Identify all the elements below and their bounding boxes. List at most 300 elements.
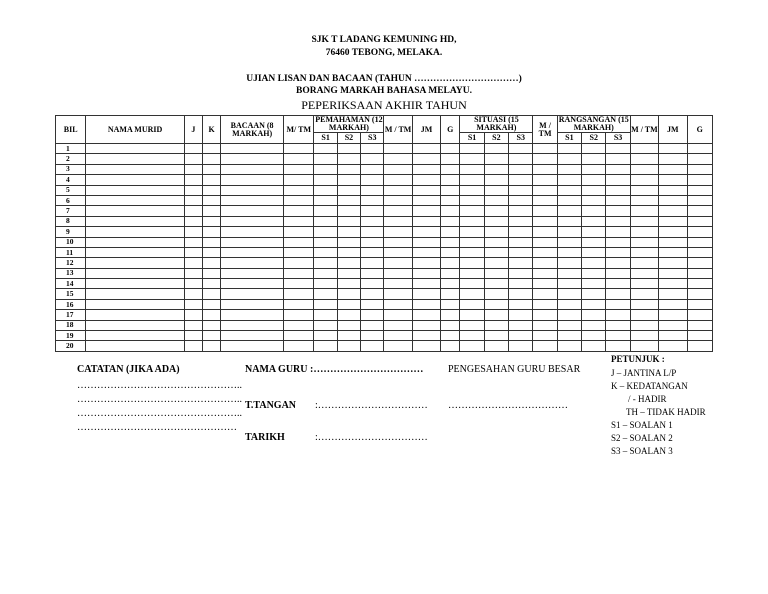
mark-cell[interactable] xyxy=(687,279,713,289)
mark-cell[interactable] xyxy=(221,258,284,268)
mark-cell[interactable] xyxy=(557,341,581,351)
mark-cell[interactable] xyxy=(533,331,557,341)
mark-cell[interactable] xyxy=(314,341,337,351)
mark-cell[interactable] xyxy=(484,331,508,341)
mark-cell[interactable] xyxy=(221,164,284,174)
mark-cell[interactable] xyxy=(86,289,184,299)
mark-cell[interactable] xyxy=(412,227,440,237)
mark-cell[interactable] xyxy=(221,247,284,257)
mark-cell[interactable] xyxy=(221,206,284,216)
mark-cell[interactable] xyxy=(687,195,713,205)
mark-cell[interactable] xyxy=(314,299,337,309)
mark-cell[interactable] xyxy=(460,164,484,174)
mark-cell[interactable] xyxy=(314,144,337,154)
mark-cell[interactable] xyxy=(460,144,484,154)
mark-cell[interactable] xyxy=(221,237,284,247)
mark-cell[interactable] xyxy=(582,164,606,174)
mark-cell[interactable] xyxy=(86,279,184,289)
mark-cell[interactable] xyxy=(630,154,658,164)
mark-cell[interactable] xyxy=(441,310,460,320)
mark-cell[interactable] xyxy=(659,299,687,309)
mark-cell[interactable] xyxy=(630,310,658,320)
mark-cell[interactable] xyxy=(412,341,440,351)
mark-cell[interactable] xyxy=(337,289,360,299)
mark-cell[interactable] xyxy=(509,289,533,299)
mark-cell[interactable] xyxy=(361,237,384,247)
mark-cell[interactable] xyxy=(509,237,533,247)
mark-cell[interactable] xyxy=(484,206,508,216)
mark-cell[interactable] xyxy=(221,195,284,205)
mark-cell[interactable] xyxy=(184,206,202,216)
mark-cell[interactable] xyxy=(687,175,713,185)
mark-cell[interactable] xyxy=(202,185,220,195)
mark-cell[interactable] xyxy=(582,299,606,309)
mark-cell[interactable] xyxy=(86,331,184,341)
mark-cell[interactable] xyxy=(337,341,360,351)
mark-cell[interactable] xyxy=(337,331,360,341)
mark-cell[interactable] xyxy=(509,341,533,351)
mark-cell[interactable] xyxy=(184,299,202,309)
mark-cell[interactable] xyxy=(557,227,581,237)
mark-cell[interactable] xyxy=(659,227,687,237)
mark-cell[interactable] xyxy=(606,247,630,257)
mark-cell[interactable] xyxy=(284,185,314,195)
mark-cell[interactable] xyxy=(337,237,360,247)
mark-cell[interactable] xyxy=(630,144,658,154)
mark-cell[interactable] xyxy=(337,320,360,330)
mark-cell[interactable] xyxy=(687,289,713,299)
mark-cell[interactable] xyxy=(509,216,533,226)
mark-cell[interactable] xyxy=(687,320,713,330)
mark-cell[interactable] xyxy=(509,320,533,330)
mark-cell[interactable] xyxy=(86,310,184,320)
mark-cell[interactable] xyxy=(484,289,508,299)
mark-cell[interactable] xyxy=(412,185,440,195)
mark-cell[interactable] xyxy=(509,268,533,278)
mark-cell[interactable] xyxy=(314,310,337,320)
mark-cell[interactable] xyxy=(606,331,630,341)
mark-cell[interactable] xyxy=(606,299,630,309)
mark-cell[interactable] xyxy=(582,258,606,268)
mark-cell[interactable] xyxy=(361,310,384,320)
mark-cell[interactable] xyxy=(630,341,658,351)
mark-cell[interactable] xyxy=(484,268,508,278)
mark-cell[interactable] xyxy=(361,258,384,268)
mark-cell[interactable] xyxy=(659,331,687,341)
mark-cell[interactable] xyxy=(86,154,184,164)
mark-cell[interactable] xyxy=(557,299,581,309)
mark-cell[interactable] xyxy=(361,216,384,226)
mark-cell[interactable] xyxy=(86,195,184,205)
mark-cell[interactable] xyxy=(484,310,508,320)
mark-cell[interactable] xyxy=(361,341,384,351)
mark-cell[interactable] xyxy=(533,320,557,330)
mark-cell[interactable] xyxy=(659,289,687,299)
mark-cell[interactable] xyxy=(202,289,220,299)
mark-cell[interactable] xyxy=(582,175,606,185)
mark-cell[interactable] xyxy=(284,289,314,299)
mark-cell[interactable] xyxy=(533,206,557,216)
mark-cell[interactable] xyxy=(441,247,460,257)
mark-cell[interactable] xyxy=(557,237,581,247)
mark-cell[interactable] xyxy=(557,206,581,216)
mark-cell[interactable] xyxy=(630,185,658,195)
mark-cell[interactable] xyxy=(687,216,713,226)
mark-cell[interactable] xyxy=(314,216,337,226)
mark-cell[interactable] xyxy=(284,310,314,320)
mark-cell[interactable] xyxy=(533,341,557,351)
mark-cell[interactable] xyxy=(202,195,220,205)
mark-cell[interactable] xyxy=(202,279,220,289)
mark-cell[interactable] xyxy=(86,341,184,351)
mark-cell[interactable] xyxy=(412,175,440,185)
mark-cell[interactable] xyxy=(384,206,412,216)
mark-cell[interactable] xyxy=(412,164,440,174)
mark-cell[interactable] xyxy=(460,227,484,237)
mark-cell[interactable] xyxy=(412,299,440,309)
mark-cell[interactable] xyxy=(659,237,687,247)
mark-cell[interactable] xyxy=(441,175,460,185)
mark-cell[interactable] xyxy=(659,341,687,351)
mark-cell[interactable] xyxy=(582,154,606,164)
mark-cell[interactable] xyxy=(221,185,284,195)
mark-cell[interactable] xyxy=(509,185,533,195)
mark-cell[interactable] xyxy=(412,154,440,164)
mark-cell[interactable] xyxy=(533,144,557,154)
mark-cell[interactable] xyxy=(184,175,202,185)
mark-cell[interactable] xyxy=(284,206,314,216)
mark-cell[interactable] xyxy=(606,341,630,351)
mark-cell[interactable] xyxy=(337,279,360,289)
mark-cell[interactable] xyxy=(687,258,713,268)
mark-cell[interactable] xyxy=(412,279,440,289)
mark-cell[interactable] xyxy=(384,195,412,205)
mark-cell[interactable] xyxy=(221,289,284,299)
mark-cell[interactable] xyxy=(202,331,220,341)
mark-cell[interactable] xyxy=(606,195,630,205)
mark-cell[interactable] xyxy=(384,279,412,289)
mark-cell[interactable] xyxy=(659,185,687,195)
mark-cell[interactable] xyxy=(441,237,460,247)
mark-cell[interactable] xyxy=(202,237,220,247)
mark-cell[interactable] xyxy=(509,299,533,309)
mark-cell[interactable] xyxy=(460,310,484,320)
mark-cell[interactable] xyxy=(441,299,460,309)
mark-cell[interactable] xyxy=(606,310,630,320)
mark-cell[interactable] xyxy=(484,279,508,289)
mark-cell[interactable] xyxy=(630,237,658,247)
mark-cell[interactable] xyxy=(606,268,630,278)
mark-cell[interactable] xyxy=(384,247,412,257)
mark-cell[interactable] xyxy=(582,268,606,278)
mark-cell[interactable] xyxy=(361,320,384,330)
mark-cell[interactable] xyxy=(509,279,533,289)
mark-cell[interactable] xyxy=(509,206,533,216)
mark-cell[interactable] xyxy=(184,289,202,299)
mark-cell[interactable] xyxy=(659,206,687,216)
mark-cell[interactable] xyxy=(412,268,440,278)
mark-cell[interactable] xyxy=(184,258,202,268)
mark-cell[interactable] xyxy=(484,175,508,185)
mark-cell[interactable] xyxy=(441,258,460,268)
mark-cell[interactable] xyxy=(509,227,533,237)
mark-cell[interactable] xyxy=(533,299,557,309)
mark-cell[interactable] xyxy=(557,175,581,185)
mark-cell[interactable] xyxy=(314,164,337,174)
mark-cell[interactable] xyxy=(384,164,412,174)
mark-cell[interactable] xyxy=(184,268,202,278)
mark-cell[interactable] xyxy=(361,185,384,195)
mark-cell[interactable] xyxy=(606,154,630,164)
mark-cell[interactable] xyxy=(557,279,581,289)
mark-cell[interactable] xyxy=(630,299,658,309)
mark-cell[interactable] xyxy=(184,310,202,320)
mark-cell[interactable] xyxy=(412,206,440,216)
mark-cell[interactable] xyxy=(361,289,384,299)
mark-cell[interactable] xyxy=(314,206,337,216)
mark-cell[interactable] xyxy=(361,227,384,237)
mark-cell[interactable] xyxy=(384,175,412,185)
mark-cell[interactable] xyxy=(412,247,440,257)
mark-cell[interactable] xyxy=(184,320,202,330)
mark-cell[interactable] xyxy=(384,289,412,299)
mark-cell[interactable] xyxy=(412,216,440,226)
mark-cell[interactable] xyxy=(606,206,630,216)
mark-cell[interactable] xyxy=(86,164,184,174)
mark-cell[interactable] xyxy=(361,144,384,154)
mark-cell[interactable] xyxy=(384,320,412,330)
mark-cell[interactable] xyxy=(582,144,606,154)
mark-cell[interactable] xyxy=(687,310,713,320)
mark-cell[interactable] xyxy=(284,237,314,247)
mark-cell[interactable] xyxy=(361,331,384,341)
mark-cell[interactable] xyxy=(221,341,284,351)
mark-cell[interactable] xyxy=(533,216,557,226)
mark-cell[interactable] xyxy=(687,299,713,309)
mark-cell[interactable] xyxy=(337,258,360,268)
mark-cell[interactable] xyxy=(202,206,220,216)
mark-cell[interactable] xyxy=(184,237,202,247)
mark-cell[interactable] xyxy=(184,216,202,226)
mark-cell[interactable] xyxy=(412,144,440,154)
mark-cell[interactable] xyxy=(533,268,557,278)
mark-cell[interactable] xyxy=(284,268,314,278)
mark-cell[interactable] xyxy=(441,341,460,351)
mark-cell[interactable] xyxy=(184,185,202,195)
mark-cell[interactable] xyxy=(557,331,581,341)
mark-cell[interactable] xyxy=(557,154,581,164)
mark-cell[interactable] xyxy=(606,279,630,289)
mark-cell[interactable] xyxy=(86,175,184,185)
mark-cell[interactable] xyxy=(557,258,581,268)
mark-cell[interactable] xyxy=(460,258,484,268)
mark-cell[interactable] xyxy=(314,175,337,185)
mark-cell[interactable] xyxy=(202,247,220,257)
mark-cell[interactable] xyxy=(86,144,184,154)
mark-cell[interactable] xyxy=(221,320,284,330)
mark-cell[interactable] xyxy=(202,320,220,330)
mark-cell[interactable] xyxy=(582,206,606,216)
mark-cell[interactable] xyxy=(412,237,440,247)
mark-cell[interactable] xyxy=(314,247,337,257)
mark-cell[interactable] xyxy=(441,185,460,195)
mark-cell[interactable] xyxy=(557,185,581,195)
mark-cell[interactable] xyxy=(441,216,460,226)
mark-cell[interactable] xyxy=(533,164,557,174)
mark-cell[interactable] xyxy=(384,216,412,226)
mark-cell[interactable] xyxy=(314,279,337,289)
mark-cell[interactable] xyxy=(202,144,220,154)
mark-cell[interactable] xyxy=(284,216,314,226)
mark-cell[interactable] xyxy=(687,164,713,174)
mark-cell[interactable] xyxy=(509,310,533,320)
mark-cell[interactable] xyxy=(484,195,508,205)
mark-cell[interactable] xyxy=(314,195,337,205)
mark-cell[interactable] xyxy=(384,154,412,164)
mark-cell[interactable] xyxy=(202,227,220,237)
mark-cell[interactable] xyxy=(202,341,220,351)
mark-cell[interactable] xyxy=(284,227,314,237)
mark-cell[interactable] xyxy=(606,185,630,195)
mark-cell[interactable] xyxy=(557,320,581,330)
mark-cell[interactable] xyxy=(314,258,337,268)
mark-cell[interactable] xyxy=(460,320,484,330)
mark-cell[interactable] xyxy=(412,331,440,341)
mark-cell[interactable] xyxy=(687,154,713,164)
mark-cell[interactable] xyxy=(314,320,337,330)
mark-cell[interactable] xyxy=(86,185,184,195)
mark-cell[interactable] xyxy=(606,289,630,299)
mark-cell[interactable] xyxy=(484,216,508,226)
mark-cell[interactable] xyxy=(582,279,606,289)
mark-cell[interactable] xyxy=(582,195,606,205)
mark-cell[interactable] xyxy=(484,299,508,309)
mark-cell[interactable] xyxy=(284,279,314,289)
mark-cell[interactable] xyxy=(384,268,412,278)
mark-cell[interactable] xyxy=(687,227,713,237)
mark-cell[interactable] xyxy=(361,206,384,216)
mark-cell[interactable] xyxy=(606,175,630,185)
mark-cell[interactable] xyxy=(441,154,460,164)
mark-cell[interactable] xyxy=(630,289,658,299)
mark-cell[interactable] xyxy=(314,154,337,164)
mark-cell[interactable] xyxy=(86,268,184,278)
mark-cell[interactable] xyxy=(284,258,314,268)
mark-cell[interactable] xyxy=(484,258,508,268)
mark-cell[interactable] xyxy=(460,299,484,309)
mark-cell[interactable] xyxy=(687,268,713,278)
mark-cell[interactable] xyxy=(184,154,202,164)
mark-cell[interactable] xyxy=(361,279,384,289)
mark-cell[interactable] xyxy=(606,144,630,154)
mark-cell[interactable] xyxy=(441,289,460,299)
mark-cell[interactable] xyxy=(460,279,484,289)
mark-cell[interactable] xyxy=(86,216,184,226)
mark-cell[interactable] xyxy=(557,216,581,226)
mark-cell[interactable] xyxy=(314,237,337,247)
mark-cell[interactable] xyxy=(314,289,337,299)
mark-cell[interactable] xyxy=(460,289,484,299)
mark-cell[interactable] xyxy=(202,268,220,278)
mark-cell[interactable] xyxy=(557,289,581,299)
mark-cell[interactable] xyxy=(384,331,412,341)
mark-cell[interactable] xyxy=(630,247,658,257)
mark-cell[interactable] xyxy=(582,320,606,330)
mark-cell[interactable] xyxy=(412,289,440,299)
mark-cell[interactable] xyxy=(630,227,658,237)
mark-cell[interactable] xyxy=(460,247,484,257)
mark-cell[interactable] xyxy=(509,247,533,257)
mark-cell[interactable] xyxy=(659,258,687,268)
mark-cell[interactable] xyxy=(484,237,508,247)
mark-cell[interactable] xyxy=(484,341,508,351)
mark-cell[interactable] xyxy=(221,310,284,320)
mark-cell[interactable] xyxy=(412,258,440,268)
mark-cell[interactable] xyxy=(337,195,360,205)
mark-cell[interactable] xyxy=(687,237,713,247)
mark-cell[interactable] xyxy=(460,185,484,195)
mark-cell[interactable] xyxy=(582,341,606,351)
mark-cell[interactable] xyxy=(441,320,460,330)
mark-cell[interactable] xyxy=(337,206,360,216)
mark-cell[interactable] xyxy=(630,268,658,278)
mark-cell[interactable] xyxy=(659,195,687,205)
mark-cell[interactable] xyxy=(582,216,606,226)
mark-cell[interactable] xyxy=(557,247,581,257)
mark-cell[interactable] xyxy=(659,164,687,174)
mark-cell[interactable] xyxy=(202,164,220,174)
mark-cell[interactable] xyxy=(337,144,360,154)
mark-cell[interactable] xyxy=(337,216,360,226)
mark-cell[interactable] xyxy=(659,320,687,330)
mark-cell[interactable] xyxy=(630,195,658,205)
mark-cell[interactable] xyxy=(221,268,284,278)
mark-cell[interactable] xyxy=(337,227,360,237)
mark-cell[interactable] xyxy=(337,154,360,164)
mark-cell[interactable] xyxy=(557,164,581,174)
mark-cell[interactable] xyxy=(202,310,220,320)
mark-cell[interactable] xyxy=(687,341,713,351)
mark-cell[interactable] xyxy=(659,279,687,289)
mark-cell[interactable] xyxy=(484,144,508,154)
mark-cell[interactable] xyxy=(460,341,484,351)
mark-cell[interactable] xyxy=(202,258,220,268)
mark-cell[interactable] xyxy=(533,310,557,320)
mark-cell[interactable] xyxy=(384,299,412,309)
mark-cell[interactable] xyxy=(384,237,412,247)
mark-cell[interactable] xyxy=(441,195,460,205)
mark-cell[interactable] xyxy=(460,331,484,341)
mark-cell[interactable] xyxy=(687,206,713,216)
mark-cell[interactable] xyxy=(659,175,687,185)
mark-cell[interactable] xyxy=(484,247,508,257)
mark-cell[interactable] xyxy=(441,268,460,278)
mark-cell[interactable] xyxy=(630,216,658,226)
mark-cell[interactable] xyxy=(384,341,412,351)
mark-cell[interactable] xyxy=(361,154,384,164)
mark-cell[interactable] xyxy=(202,299,220,309)
mark-cell[interactable] xyxy=(460,268,484,278)
mark-cell[interactable] xyxy=(284,164,314,174)
mark-cell[interactable] xyxy=(202,154,220,164)
mark-cell[interactable] xyxy=(221,216,284,226)
mark-cell[interactable] xyxy=(184,144,202,154)
mark-cell[interactable] xyxy=(582,237,606,247)
mark-cell[interactable] xyxy=(606,227,630,237)
mark-cell[interactable] xyxy=(606,320,630,330)
mark-cell[interactable] xyxy=(533,247,557,257)
mark-cell[interactable] xyxy=(337,268,360,278)
